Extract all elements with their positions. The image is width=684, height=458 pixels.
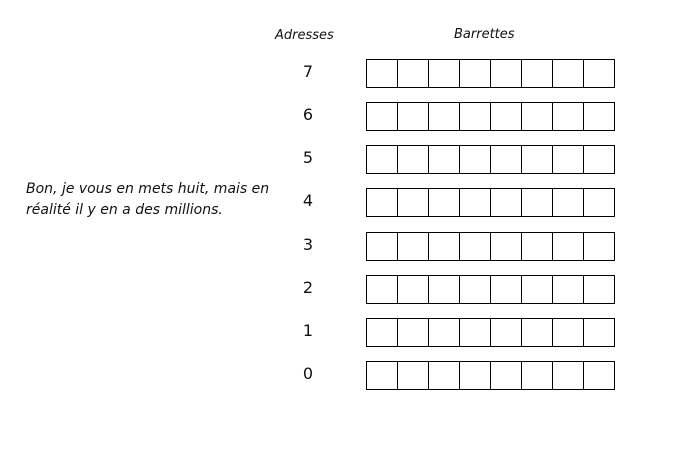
bit-cell xyxy=(367,362,398,389)
bit-cell xyxy=(553,60,584,87)
bit-cell xyxy=(491,103,522,130)
bit-cell xyxy=(460,60,491,87)
memory-bar xyxy=(366,232,615,261)
address-label: 1 xyxy=(302,321,314,340)
bit-cell xyxy=(491,362,522,389)
bit-cell xyxy=(367,319,398,346)
bit-cell xyxy=(398,103,429,130)
bit-cell xyxy=(398,233,429,260)
address-label: 5 xyxy=(302,148,314,167)
memory-bar xyxy=(366,102,615,131)
adresses-header: Adresses xyxy=(275,28,334,43)
bit-cell xyxy=(460,276,491,303)
bit-cell xyxy=(491,60,522,87)
bit-cell xyxy=(367,189,398,216)
note-line-1: Bon, je vous en mets huit, mais en xyxy=(26,181,270,197)
bit-cell xyxy=(522,146,553,173)
memory-row xyxy=(0,275,684,305)
bit-cell xyxy=(460,146,491,173)
bit-cell xyxy=(460,189,491,216)
bit-cell xyxy=(398,60,429,87)
memory-row xyxy=(0,318,684,348)
memory-bar xyxy=(366,318,615,347)
bit-cell xyxy=(584,233,614,260)
bit-cell xyxy=(553,233,584,260)
bit-cell xyxy=(584,103,614,130)
memory-bar xyxy=(366,59,615,88)
bit-cell xyxy=(429,189,460,216)
bit-cell xyxy=(398,319,429,346)
bit-cell xyxy=(460,362,491,389)
bit-cell xyxy=(398,276,429,303)
memory-row xyxy=(0,188,684,218)
bit-cell xyxy=(584,319,614,346)
bit-cell xyxy=(398,189,429,216)
bit-cell xyxy=(398,362,429,389)
memory-row xyxy=(0,102,684,132)
memory-bar xyxy=(366,275,615,304)
bit-cell xyxy=(584,60,614,87)
bit-cell xyxy=(522,60,553,87)
bit-cell xyxy=(553,319,584,346)
bit-cell xyxy=(429,319,460,346)
bit-cell xyxy=(553,146,584,173)
bit-cell xyxy=(367,146,398,173)
bit-cell xyxy=(553,103,584,130)
bit-cell xyxy=(429,362,460,389)
bit-cell xyxy=(584,276,614,303)
address-label: 3 xyxy=(302,235,314,254)
address-label: 6 xyxy=(302,105,314,124)
bit-cell xyxy=(460,103,491,130)
bit-cell xyxy=(584,362,614,389)
bit-cell xyxy=(491,146,522,173)
bit-cell xyxy=(429,276,460,303)
bit-cell xyxy=(553,362,584,389)
address-label: 4 xyxy=(302,191,314,210)
bit-cell xyxy=(553,276,584,303)
bit-cell xyxy=(553,189,584,216)
bit-cell xyxy=(491,189,522,216)
memory-row xyxy=(0,232,684,262)
address-label: 7 xyxy=(302,62,314,81)
bit-cell xyxy=(491,276,522,303)
memory-row xyxy=(0,361,684,391)
bit-cell xyxy=(491,233,522,260)
bit-cell xyxy=(429,103,460,130)
bit-cell xyxy=(522,103,553,130)
bit-cell xyxy=(584,189,614,216)
address-label: 0 xyxy=(302,364,314,383)
bit-cell xyxy=(522,189,553,216)
memory-bar xyxy=(366,361,615,390)
bit-cell xyxy=(491,319,522,346)
barrettes-header: Barrettes xyxy=(454,27,515,42)
bit-cell xyxy=(429,60,460,87)
bit-cell xyxy=(367,103,398,130)
memory-bar xyxy=(366,188,615,217)
memory-bar xyxy=(366,145,615,174)
bit-cell xyxy=(522,362,553,389)
memory-row xyxy=(0,145,684,175)
bit-cell xyxy=(367,233,398,260)
bit-cell xyxy=(584,146,614,173)
bit-cell xyxy=(429,233,460,260)
bit-cell xyxy=(522,233,553,260)
bit-cell xyxy=(460,233,491,260)
bit-cell xyxy=(522,319,553,346)
bit-cell xyxy=(367,60,398,87)
note-line-2: réalité il y en a des millions. xyxy=(26,202,223,218)
address-label: 2 xyxy=(302,278,314,297)
bit-cell xyxy=(398,146,429,173)
bit-cell xyxy=(367,276,398,303)
bit-cell xyxy=(460,319,491,346)
bit-cell xyxy=(522,276,553,303)
memory-row xyxy=(0,59,684,89)
bit-cell xyxy=(429,146,460,173)
